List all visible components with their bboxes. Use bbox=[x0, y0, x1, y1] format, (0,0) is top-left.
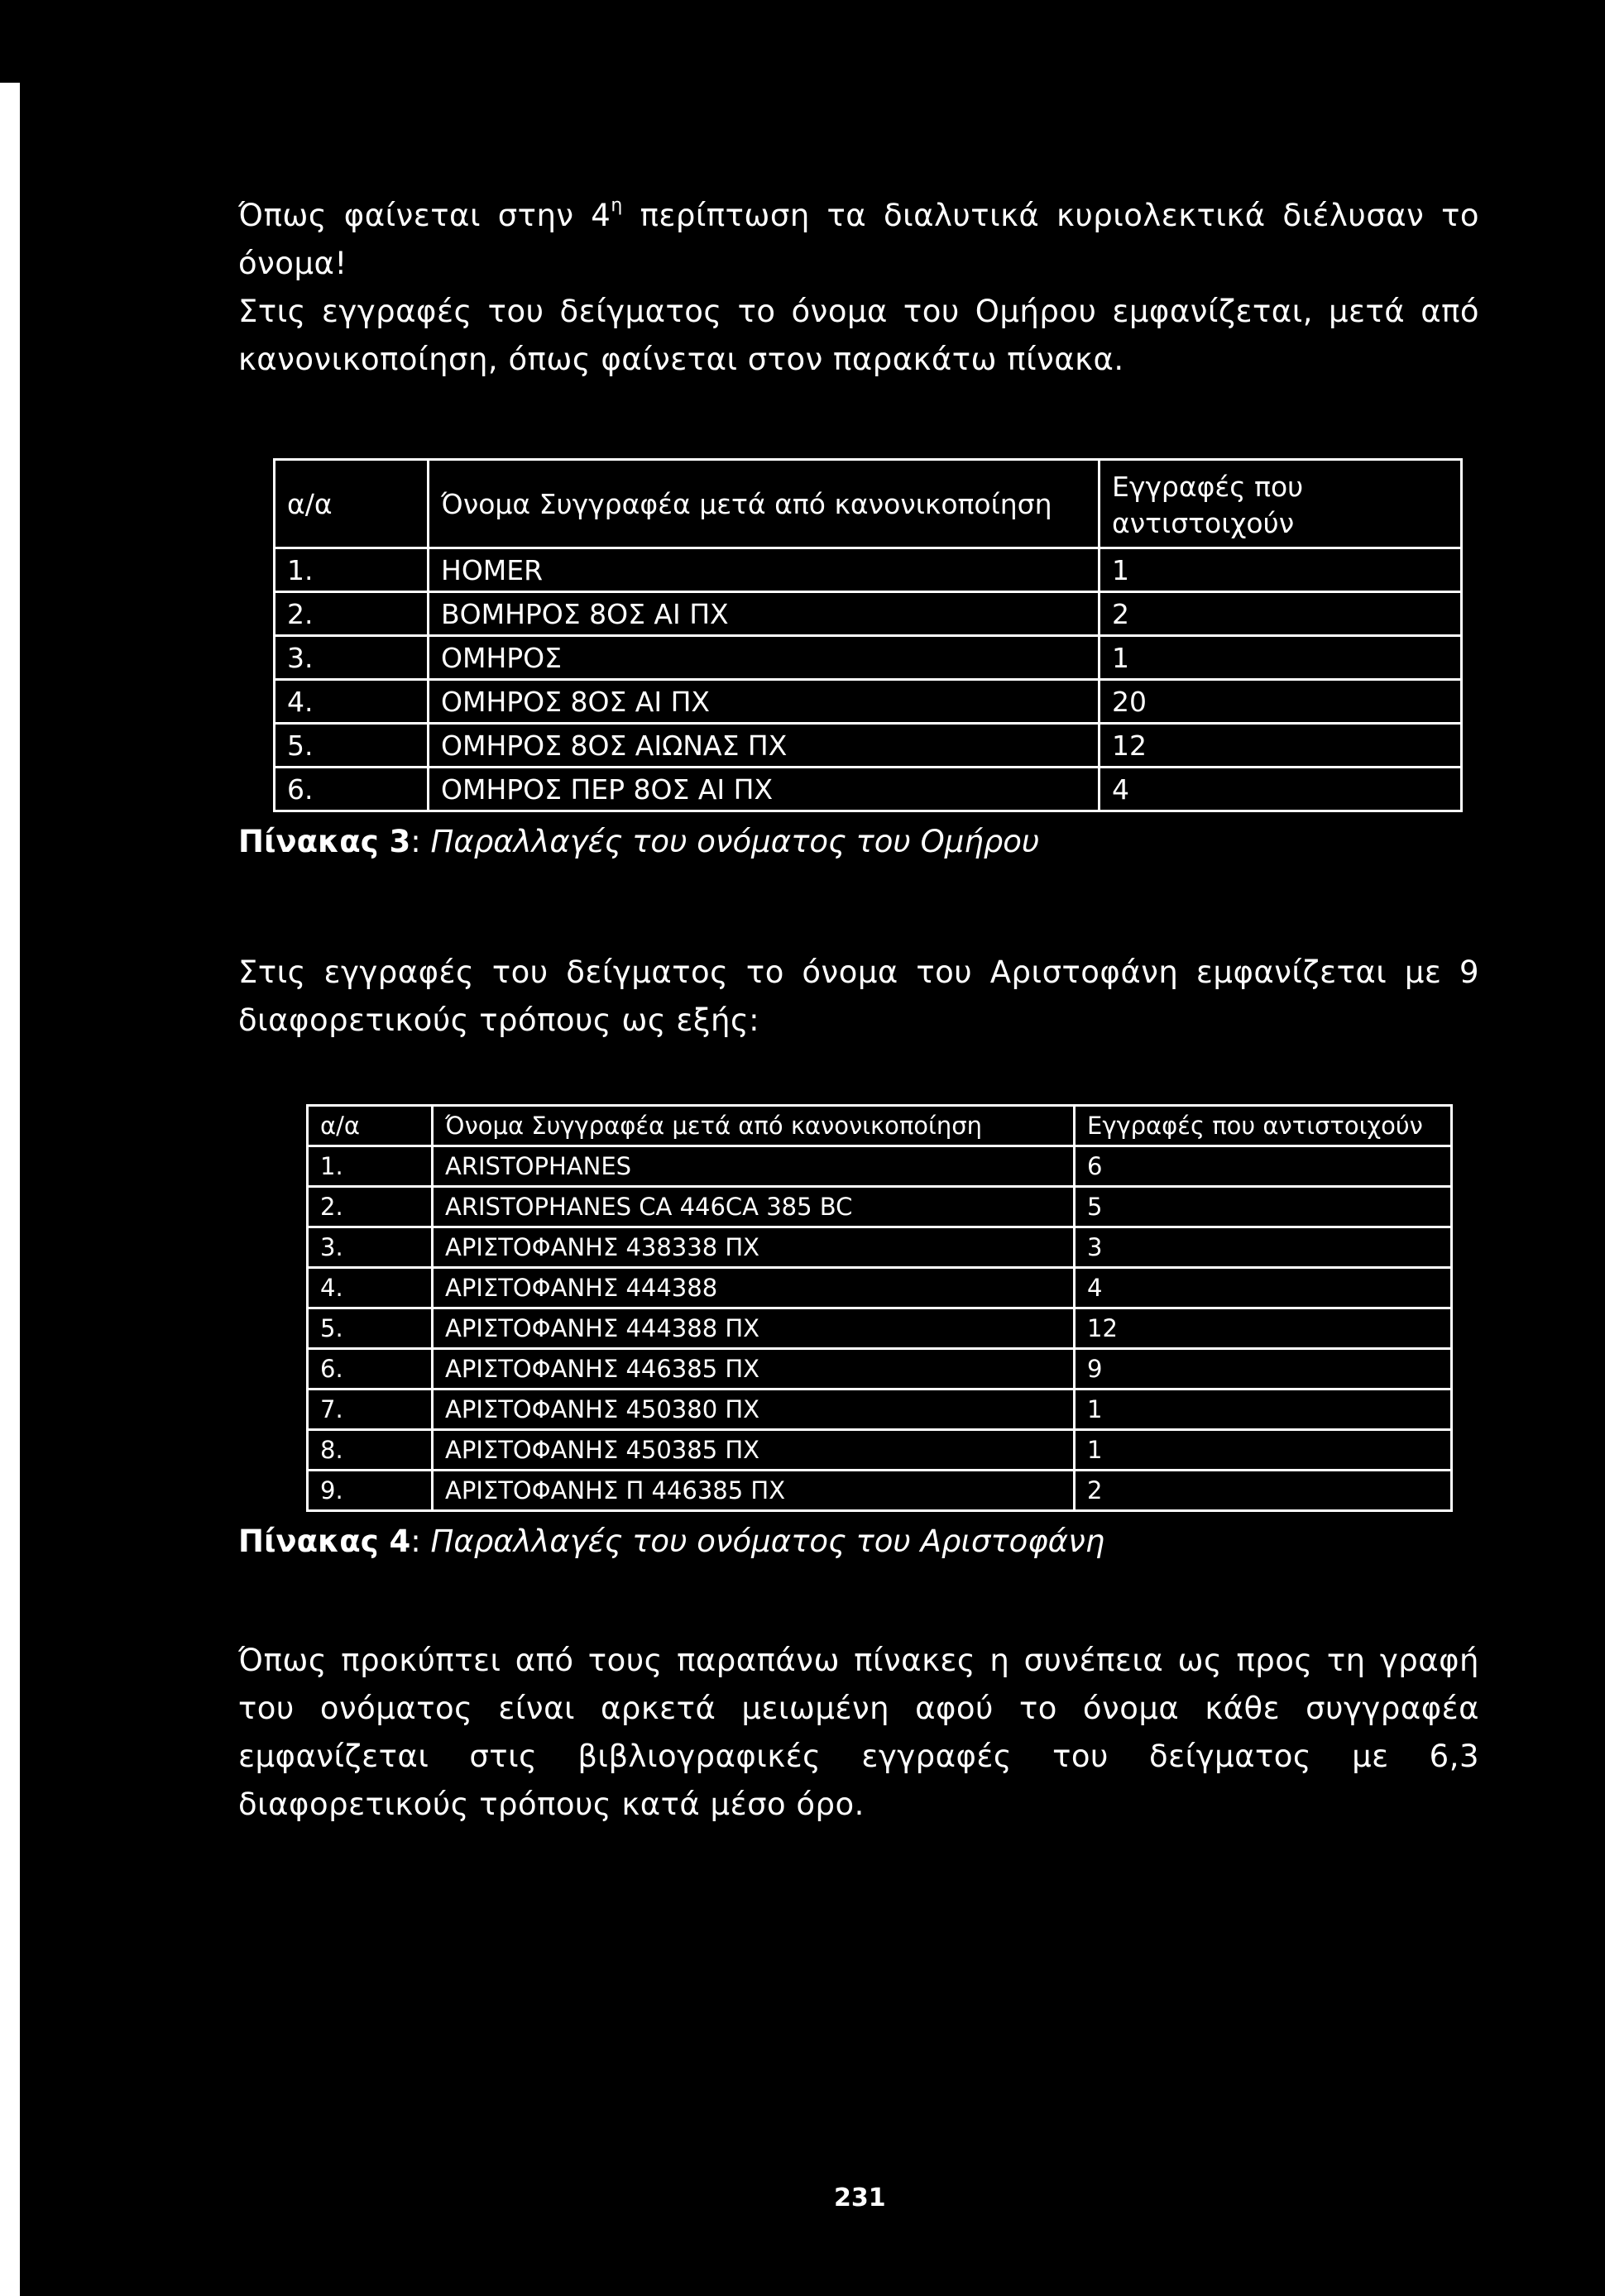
table-row bbox=[308, 1349, 1452, 1390]
header-record-count: Εγγραφές που αντιστοιχούν bbox=[1075, 1106, 1452, 1146]
cell-record-count: 1 bbox=[1100, 636, 1462, 680]
cell-index: 3. bbox=[275, 636, 429, 680]
table-row bbox=[308, 1187, 1452, 1227]
table-row bbox=[275, 680, 1462, 724]
cell-index: 7. bbox=[308, 1390, 433, 1430]
paragraph-homer-intro: Στις εγγραφές του δείγματος το όνομα του Ομήρου εμφανίζεται, μετά από κανονικοποίηση, όπως φαίνεται στον παρακάτω πίνακα. bbox=[238, 294, 1479, 377]
paragraph-diacritics: Όπως φαίνεται στην $4^\eta$ περίπτωση τα διαλυτικά κυριολεκτικά διέλυσαν το όνομα! bbox=[238, 195, 1479, 281]
page-edge-bar bbox=[0, 83, 20, 2296]
cell-record-count: 12 bbox=[1100, 724, 1462, 768]
cell-author-name: ARISTOPHANES bbox=[433, 1146, 1075, 1187]
table-row bbox=[275, 636, 1462, 680]
cell-author-name: ΟΜΗΡΟΣ bbox=[429, 636, 1100, 680]
cell-author-name: ΑΡΙΣΤΟΦΑΝΗΣ 450385 ΠΧ bbox=[433, 1430, 1075, 1471]
cell-index: 9. bbox=[308, 1471, 433, 1511]
cell-record-count: 12 bbox=[1075, 1308, 1452, 1349]
cell-author-name: ΑΡΙΣΤΟΦΑΝΗΣ 446385 ΠΧ bbox=[433, 1349, 1075, 1390]
cell-index: 6. bbox=[308, 1349, 433, 1390]
table-header-row bbox=[275, 460, 1462, 548]
superscript-eta: η bbox=[611, 195, 623, 216]
cell-author-name: ΑΡΙΣΤΟΦΑΝΗΣ 450380 ΠΧ bbox=[433, 1390, 1075, 1430]
cell-index: 6. bbox=[275, 768, 429, 811]
cell-record-count: 20 bbox=[1100, 680, 1462, 724]
cell-author-name: ΑΡΙΣΤΟΦΑΝΗΣ 444388 ΠΧ bbox=[433, 1308, 1075, 1349]
table-row bbox=[308, 1146, 1452, 1187]
cell-record-count: 6 bbox=[1075, 1146, 1452, 1187]
table-3-caption: Πίνακας 3: Παραλλαγές του ονόματος του Ομήρου bbox=[238, 824, 1040, 859]
cell-record-count: 2 bbox=[1100, 592, 1462, 636]
cell-record-count: 4 bbox=[1100, 768, 1462, 811]
cell-record-count: 4 bbox=[1075, 1268, 1452, 1308]
table-row bbox=[275, 548, 1462, 592]
table-row bbox=[308, 1471, 1452, 1511]
table-homer-variants bbox=[273, 458, 1463, 812]
cell-author-name: ΑΡΙΣΤΟΦΑΝΗΣ 444388 bbox=[433, 1268, 1075, 1308]
cell-index: 4. bbox=[275, 680, 429, 724]
cell-record-count: 3 bbox=[1075, 1227, 1452, 1268]
cell-index: 4. bbox=[308, 1268, 433, 1308]
document-body bbox=[238, 182, 1479, 1829]
cell-index: 3. bbox=[308, 1227, 433, 1268]
cell-author-name: ARISTOPHANES CA 446CA 385 BC bbox=[433, 1187, 1075, 1227]
cell-author-name: ΑΡΙΣΤΟΦΑΝΗΣ Π 446385 ΠΧ bbox=[433, 1471, 1075, 1511]
cell-author-name: ΒΟΜΗΡΟΣ 8ΟΣ ΑΙ ΠΧ bbox=[429, 592, 1100, 636]
header-index: α/α bbox=[308, 1106, 433, 1146]
cell-record-count: 1 bbox=[1100, 548, 1462, 592]
table-row bbox=[308, 1390, 1452, 1430]
table-header-row bbox=[308, 1106, 1452, 1146]
cell-index: 1. bbox=[275, 548, 429, 592]
page-number: 231 bbox=[834, 2184, 886, 2212]
cell-record-count: 9 bbox=[1075, 1349, 1452, 1390]
header-author-name: Όνομα Συγγραφέα μετά από κανονικοποίηση bbox=[429, 460, 1100, 548]
cell-index: 5. bbox=[308, 1308, 433, 1349]
table-aristophanes-variants bbox=[306, 1104, 1453, 1512]
cell-author-name: ΟΜΗΡΟΣ ΠΕΡ 8ΟΣ ΑΙ ΠΧ bbox=[429, 768, 1100, 811]
cell-author-name: ΟΜΗΡΟΣ 8ΟΣ ΑΙ ΠΧ bbox=[429, 680, 1100, 724]
cell-index: 2. bbox=[308, 1187, 433, 1227]
cell-author-name: ΑΡΙΣΤΟΦΑΝΗΣ 438338 ΠΧ bbox=[433, 1227, 1075, 1268]
cell-record-count: 1 bbox=[1075, 1390, 1452, 1430]
header-record-count: Εγγραφές που αντιστοιχούν bbox=[1100, 460, 1462, 548]
header-author-name: Όνομα Συγγραφέα μετά από κανονικοποίηση bbox=[433, 1106, 1075, 1146]
cell-index: 8. bbox=[308, 1430, 433, 1471]
cell-record-count: 2 bbox=[1075, 1471, 1452, 1511]
table-row bbox=[308, 1227, 1452, 1268]
header-index: α/α bbox=[275, 460, 429, 548]
table-row bbox=[308, 1430, 1452, 1471]
cell-record-count: 5 bbox=[1075, 1187, 1452, 1227]
paragraph-aristophanes-intro: Στις εγγραφές του δείγματος το όνομα του Αριστοφάνη εμφανίζεται με 9 διαφορετικούς τρόπους ως εξής: bbox=[238, 954, 1479, 1038]
table-4-caption: Πίνακας 4: Παραλλαγές του ονόματος του Αριστοφάνη bbox=[238, 1523, 1105, 1559]
table-row bbox=[308, 1268, 1452, 1308]
table-row bbox=[275, 724, 1462, 768]
table-row bbox=[275, 768, 1462, 811]
cell-index: 1. bbox=[308, 1146, 433, 1187]
cell-author-name: HOMER bbox=[429, 548, 1100, 592]
table-row bbox=[308, 1308, 1452, 1349]
cell-author-name: ΟΜΗΡΟΣ 8ΟΣ ΑΙΩΝΑΣ ΠΧ bbox=[429, 724, 1100, 768]
cell-index: 5. bbox=[275, 724, 429, 768]
cell-record-count: 1 bbox=[1075, 1430, 1452, 1471]
cell-index: 2. bbox=[275, 592, 429, 636]
paragraph-conclusion: Όπως προκύπτει από τους παραπάνω πίνακες η συνέπεια ως προς τη γραφή του ονόματος είναι αρκετά μειωμένη αφού το όνομα κάθε συγγραφέα εμφανίζεται στις βιβλιογραφικές εγγραφές του δείγματος με 6,3 διαφορετικούς τρόπους κατά μέσο όρο. bbox=[238, 1643, 1479, 1822]
table-row bbox=[275, 592, 1462, 636]
